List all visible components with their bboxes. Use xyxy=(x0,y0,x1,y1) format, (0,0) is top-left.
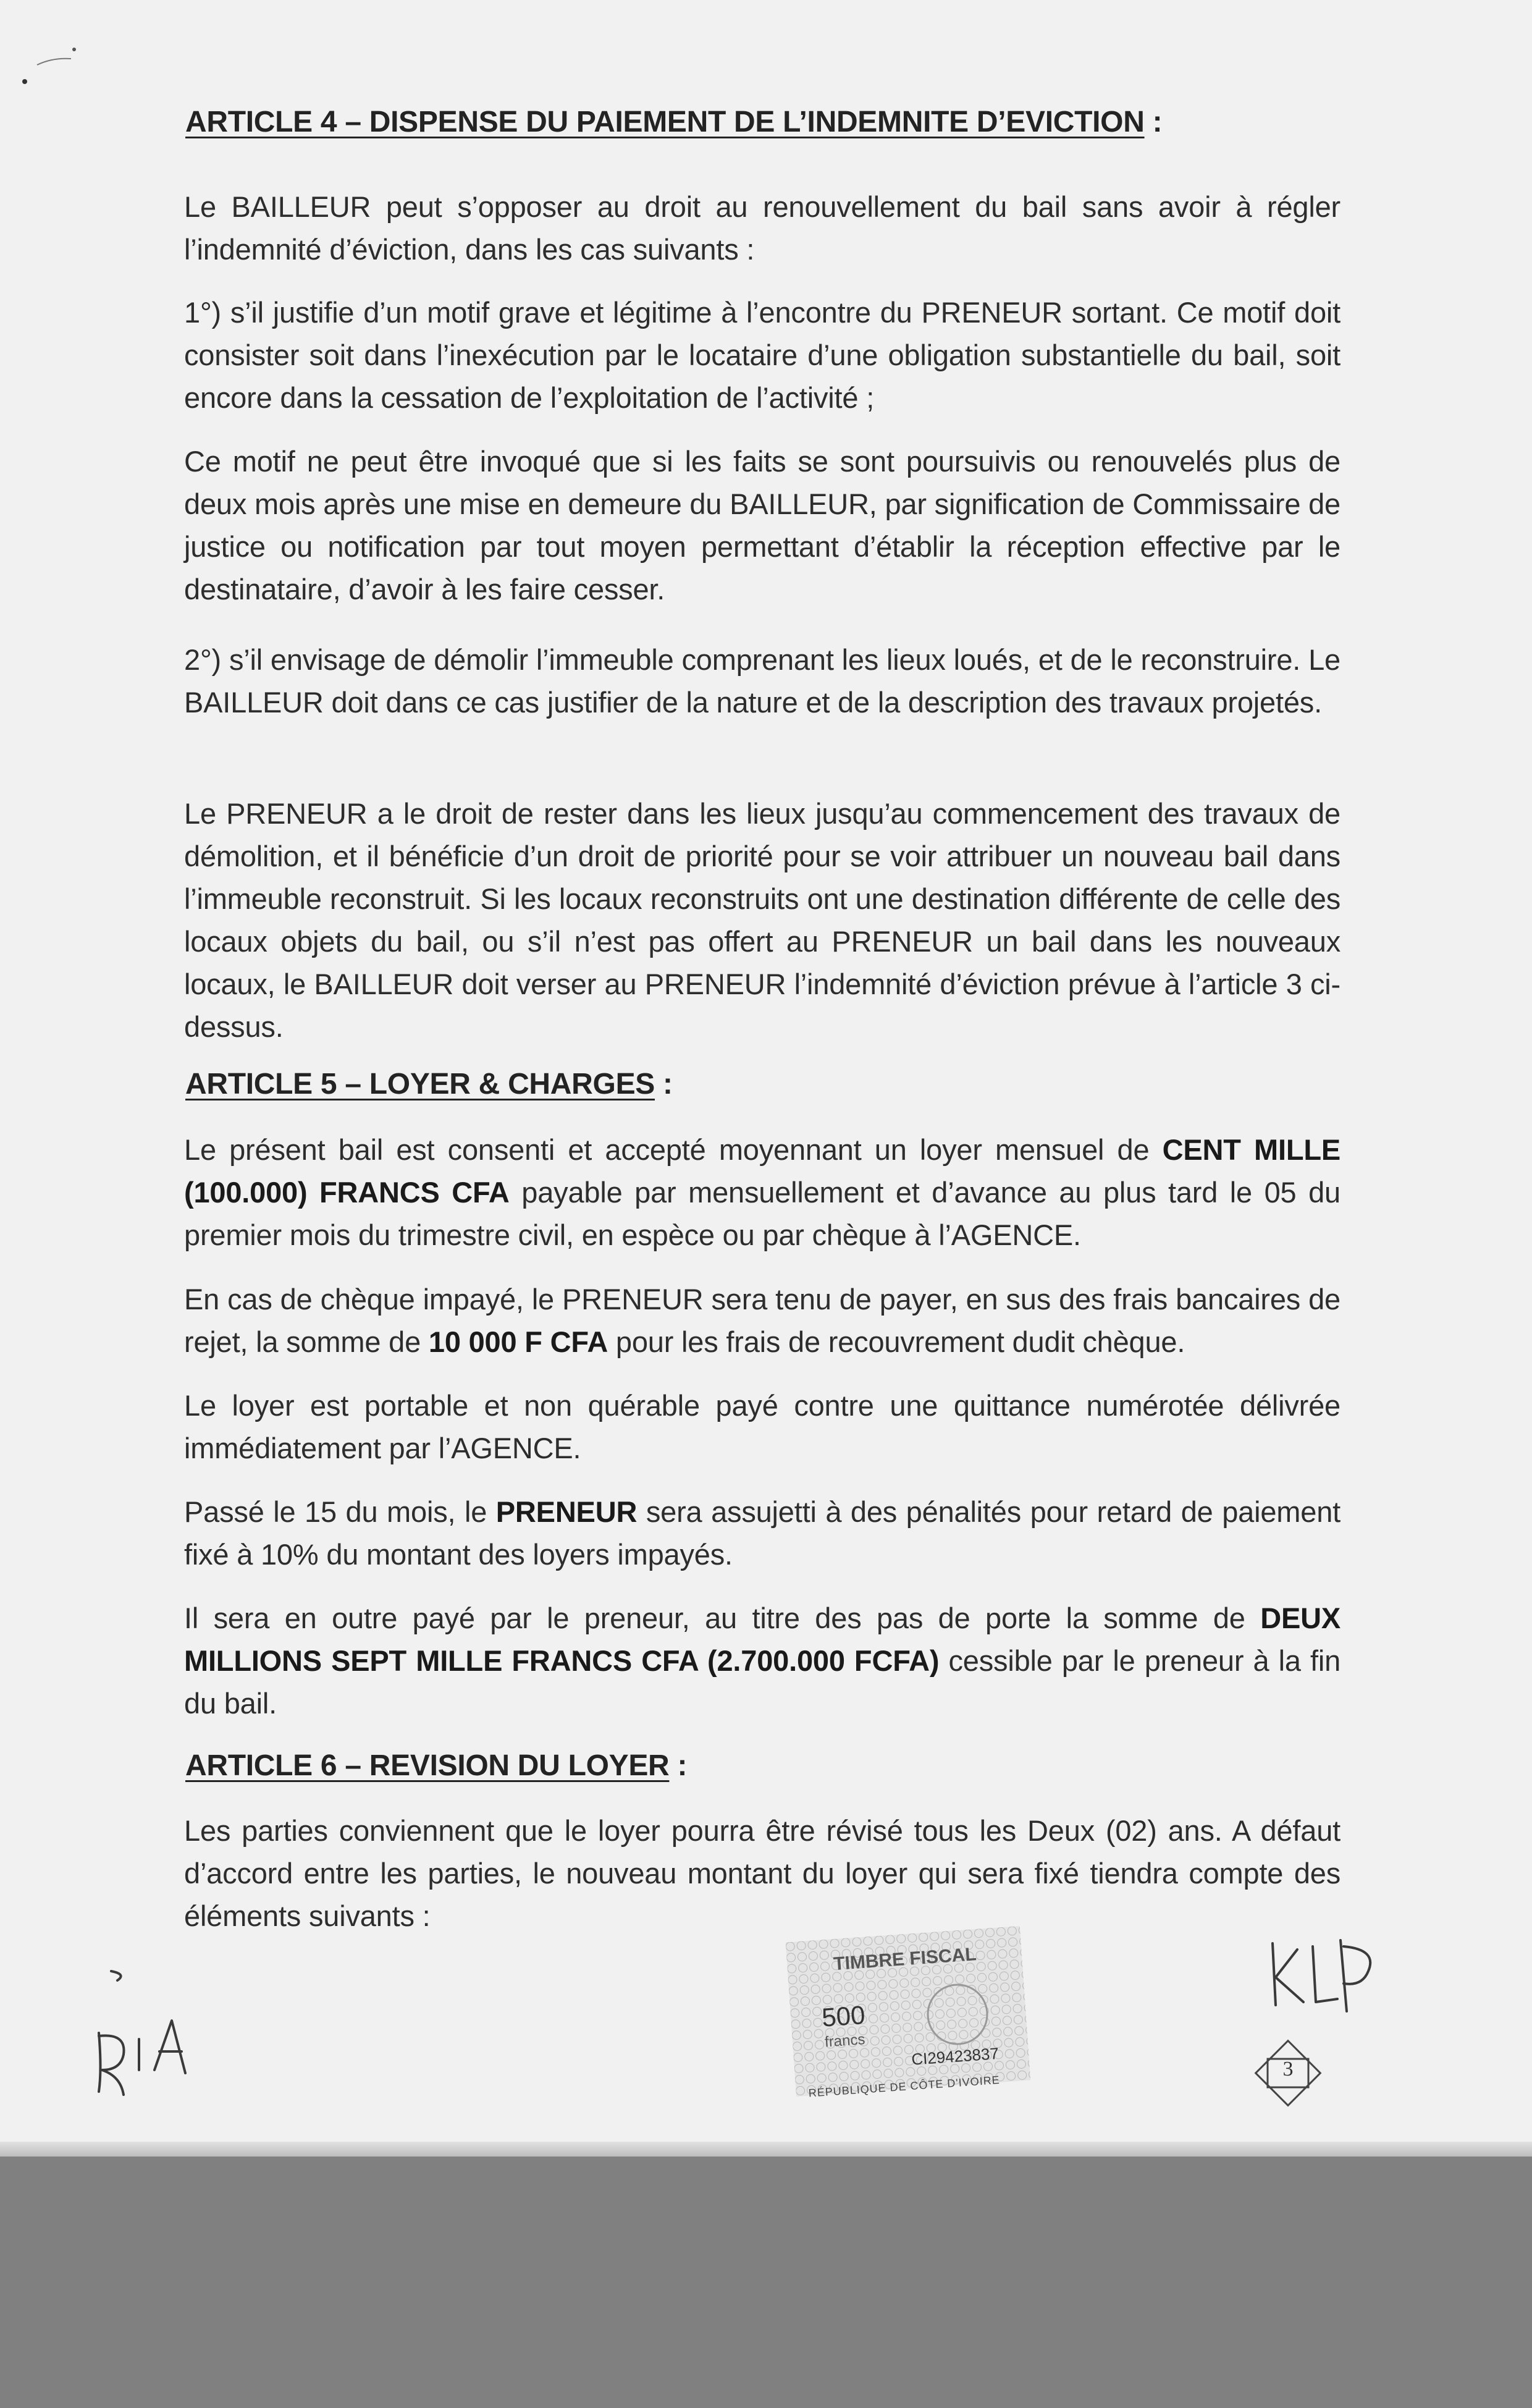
article-5-paragraph-2-text-a: En cas de chèque impayé, le PRENEUR sera tenu de payer, en sus des frais bancaires de rejet, la somme de xyxy=(184,1283,1340,1358)
stamp-country: RÉPUBLIQUE DE CÔTE D'IVOIRE xyxy=(808,2073,1001,2100)
stamp-serial: CI29423837 xyxy=(911,2043,1000,2069)
initials-right-signature xyxy=(1260,1931,1384,2024)
article-5-heading xyxy=(185,1067,673,1101)
article-4-paragraph-4: 2°) s’il envisage de démolir l’immeuble comprenant les lieux loués, et de le reconstruire. Le BAILLEUR doit dans ce cas justifier de la nature et de la description des travaux projetés. xyxy=(184,643,1340,719)
page-number: 3 xyxy=(1282,2058,1294,2081)
article-5-paragraph-5-text-a: Il sera en outre payé par le preneur, au titre des pas de porte la somme de xyxy=(184,1602,1261,1634)
initials-left-signature xyxy=(86,1965,210,2107)
preneur-bold: PRENEUR xyxy=(495,1495,638,1528)
article-5-paragraph-5-text-c: cessible par le preneur à la fin du bail. xyxy=(184,1644,1341,1720)
article-4-heading xyxy=(185,105,1162,139)
article-4-heading-text: ARTICLE 4 – DISPENSE DU PAIEMENT DE L’INDEMNITE D’EVICTION xyxy=(185,106,1145,138)
article-5-paragraph-4-text-c: sera assujetti à des pénalités pour retard de paiement fixé à 10% du montant des loyers impayés. xyxy=(184,1495,1340,1571)
article-5-heading-text: ARTICLE 5 – LOYER & CHARGES xyxy=(185,1068,655,1100)
scan-specks xyxy=(0,0,124,99)
article-5-paragraph-4 xyxy=(184,1490,1340,1576)
article-5-paragraph-1-text-c: payable par mensuellement et d’avance au plus tard le 05 du premier mois du trimestre civil, en espèce ou par chèque à l’AGENCE. xyxy=(184,1176,1340,1251)
article-5-paragraph-5 xyxy=(184,1597,1340,1725)
article-4-heading-colon: : xyxy=(1144,106,1163,138)
article-4-paragraph-1: Le BAILLEUR peut s’opposer au droit au renouvellement du bail sans avoir à régler l’indemnité d’éviction, dans les cas suivants : xyxy=(184,190,1340,266)
article-5-paragraph-3: Le loyer est portable et non quérable payé contre une quittance numérotée délivrée immédiatement par l’AGENCE. xyxy=(184,1389,1340,1464)
stamp-value: 500 xyxy=(820,2000,866,2032)
article-5-paragraph-1-text-a: Le présent bail est consenti et accepté moyennant un loyer mensuel de xyxy=(184,1133,1163,1166)
stamp-title: TIMBRE FISCAL xyxy=(833,1944,977,1975)
article-6-heading-colon: : xyxy=(669,1749,688,1782)
article-6-heading-text: ARTICLE 6 – REVISION DU LOYER xyxy=(185,1749,670,1782)
article-4-paragraph-5: Le PRENEUR a le droit de rester dans les lieux jusqu’au commencement des travaux de démolition, et il bénéficie d’un droit de priorité pour se voir attribuer un nouveau bail dans l’immeuble reconstruit. Si les locaux reconstruits ont une destination différente de celle des locaux objets du bail, ou s’il n’est pas offert au PRENEUR un bail dans les nouveaux locaux, le BAILLEUR doit verser au PRENEUR l’indemnité d’éviction prévue à l’article 3 ci-dessus. xyxy=(184,797,1340,1043)
stamp-unit: francs xyxy=(824,2031,866,2051)
article-5-heading-colon: : xyxy=(655,1068,673,1100)
page-number-mark xyxy=(1254,2039,1322,2107)
key-money-amount: DEUX MILLIONS SEPT MILLE FRANCS CFA (2.700.000 FCFA) xyxy=(184,1602,1340,1677)
article-5-paragraph-4-text-a: Passé le 15 du mois, le xyxy=(184,1495,496,1528)
article-5-paragraph-2 xyxy=(184,1278,1340,1363)
article-6-heading xyxy=(185,1749,687,1783)
article-6-paragraph-1: Les parties conviennent que le loyer pourra être révisé tous les Deux (02) ans. A défaut d’accord entre les parties, le nouveau montant du loyer qui sera fixé tiendra compte des éléments suivants : xyxy=(184,1814,1340,1932)
tax-stamp xyxy=(778,1922,1044,2101)
check-fee-amount: 10 000 F CFA xyxy=(428,1325,608,1358)
article-4-paragraph-3: Ce motif ne peut être invoqué que si les faits se sont poursuivis ou renouvelés plus de deux mois après une mise en demeure du BAILLEUR, par signification de Commissaire de justice ou notification par tout moyen permettant d’établir la réception effective par le destinataire, d’avoir à les faire cesser. xyxy=(184,445,1340,606)
article-5-paragraph-2-text-c: pour les frais de recouvrement dudit chèque. xyxy=(608,1325,1185,1358)
article-5-paragraph-1 xyxy=(184,1128,1340,1256)
article-4-paragraph-2: 1°) s’il justifie d’un motif grave et légitime à l’encontre du PRENEUR sortant. Ce motif doit consister soit dans l’inexécution par le locataire d’une obligation substantielle du bail, soit encore dans la cessation de l’exploitation de l’activité ; xyxy=(184,296,1340,414)
rent-amount: CENT MILLE (100.000) FRANCS CFA xyxy=(184,1133,1340,1209)
